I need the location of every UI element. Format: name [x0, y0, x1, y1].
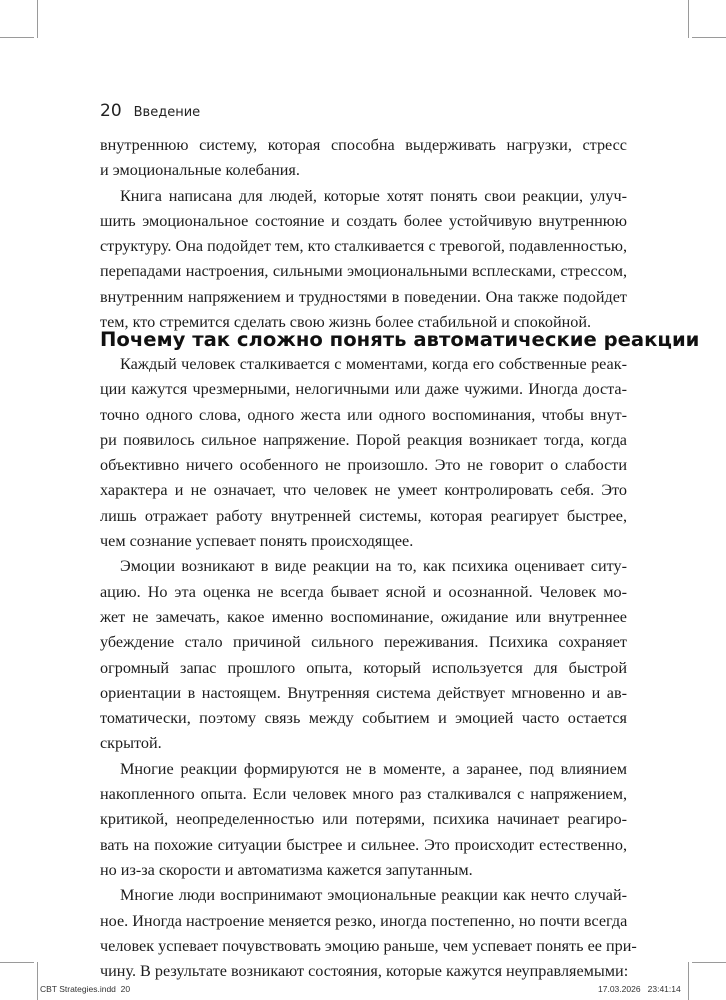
- text-line: ри появилось сильное напряжение. Порой реакция возникает тогда, когда: [100, 430, 627, 449]
- text-line: Каждый человек сталкивается с моментами, когда его собственные реак-: [120, 355, 627, 373]
- text-line: структуру. Она подойдет тем, кто сталкивается с тревогой, подавленностью,: [100, 237, 627, 256]
- running-head: [100, 101, 200, 121]
- text-line: ориентации в настоящем. Внутренняя система действует мгновенно и ав-: [100, 683, 627, 702]
- text-line: томатически, поэтому связь между событием и эмоцией часто остается: [100, 709, 627, 728]
- text-line: но из-за скорости и автоматизма кажется запутанным.: [100, 860, 473, 879]
- text-line: Книга написана для людей, которые хотят понять свои реакции, улуч-: [120, 186, 627, 205]
- crop-mark-top-left: [37, 0, 38, 38]
- text-line: накопленного опыта. Если человек много раз сталкивался с напряжением,: [100, 785, 627, 804]
- slug-page: 20: [120, 984, 131, 994]
- page-number: 20: [100, 101, 122, 121]
- text-line: объективно ничего особенного не произошло. Это не говорит о слабости: [100, 456, 627, 475]
- text-line: ное. Иногда настроение меняется резко, иногда постепенно, но почти всегда: [100, 911, 628, 930]
- text-line: лишь отражает работу внутренней системы, которая реагирует быстрее,: [100, 506, 627, 525]
- text-line: ции кажутся чрезмерными, нелогичными или даже чужими. Иногда доста-: [100, 380, 627, 399]
- text-line: критикой, неопределенностью или потерями, психика начинает реагиро-: [100, 810, 627, 829]
- section-heading: Почему так сложно понять автоматические реакции: [100, 328, 700, 351]
- crop-mark-right-bottom: [692, 962, 726, 963]
- slug-file-info: [40, 984, 130, 994]
- text-line: вать на похожие ситуации быстрее и сильнее. Это происходит естественно,: [100, 835, 627, 854]
- text-line: Эмоции возникают в виде реакции на то, как психика оценивает ситу-: [120, 557, 627, 576]
- body-text: [100, 352, 637, 984]
- slug-file-name: CBT Strategies.indd: [40, 984, 116, 994]
- crop-mark-bottom-right: [688, 962, 689, 1000]
- text-line: шить эмоциональное состояние и создать более устойчивую внутреннюю: [100, 211, 627, 230]
- text-line: и эмоциональные колебания.: [100, 161, 300, 180]
- text-line: внутренним напряжением и трудностями в поведении. Она также подойдет: [100, 287, 627, 306]
- text-line: жет не замечать, какое именно воспоминание, ожидание или внутреннее: [100, 607, 627, 626]
- text-line: скрытой.: [100, 734, 162, 753]
- slug-timestamp: [598, 984, 681, 994]
- text-line: чину. В результате возникают состояния, которые кажутся неуправляемыми:: [100, 962, 629, 981]
- text-line: Многие реакции формируются не в моменте, а заранее, под влиянием: [120, 759, 627, 778]
- text-line: точно одного слова, одного жеста или одного воспоминания, чтобы внут-: [100, 405, 627, 424]
- crop-mark-left-bottom: [0, 962, 34, 963]
- intro-text: [100, 133, 627, 335]
- slug-date: 17.03.2026: [598, 984, 641, 994]
- crop-mark-left-top: [0, 37, 34, 38]
- crop-mark-right-top: [692, 37, 726, 38]
- text-line: тем, кто стремится сделать свою жизнь более стабильной и спокойной.: [100, 313, 592, 332]
- text-line: убеждение стало причиной сильного переживания. Психика сохраняет: [100, 633, 627, 652]
- text-line: огромный запас прошлого опыта, который используется для быстрой: [100, 658, 627, 677]
- text-line: внутреннюю систему, которая способна выдерживать нагрузки, стресс: [100, 136, 627, 154]
- section-title: Введение: [133, 105, 201, 120]
- slug-time: 23:41:14: [647, 984, 681, 994]
- text-line: человек успевает почувствовать эмоцию раньше, чем успевает понять ее при-: [100, 936, 637, 955]
- crop-mark-bottom-left: [37, 962, 38, 1000]
- text-line: ацию. Но эта оценка не всегда бывает ясной и осознанной. Человек мо-: [100, 582, 627, 601]
- text-line: перепадами настроения, сильными эмоциональными всплесками, стрессом,: [100, 262, 627, 281]
- crop-mark-top-right: [688, 0, 689, 38]
- text-line: Многие люди воспринимают эмоциональные реакции как нечто случай-: [120, 886, 627, 905]
- text-line: чем сознание успевает понять происходящее.: [100, 532, 414, 551]
- text-line: характера и не означает, что человек не умеет контролировать себя. Это: [100, 481, 627, 500]
